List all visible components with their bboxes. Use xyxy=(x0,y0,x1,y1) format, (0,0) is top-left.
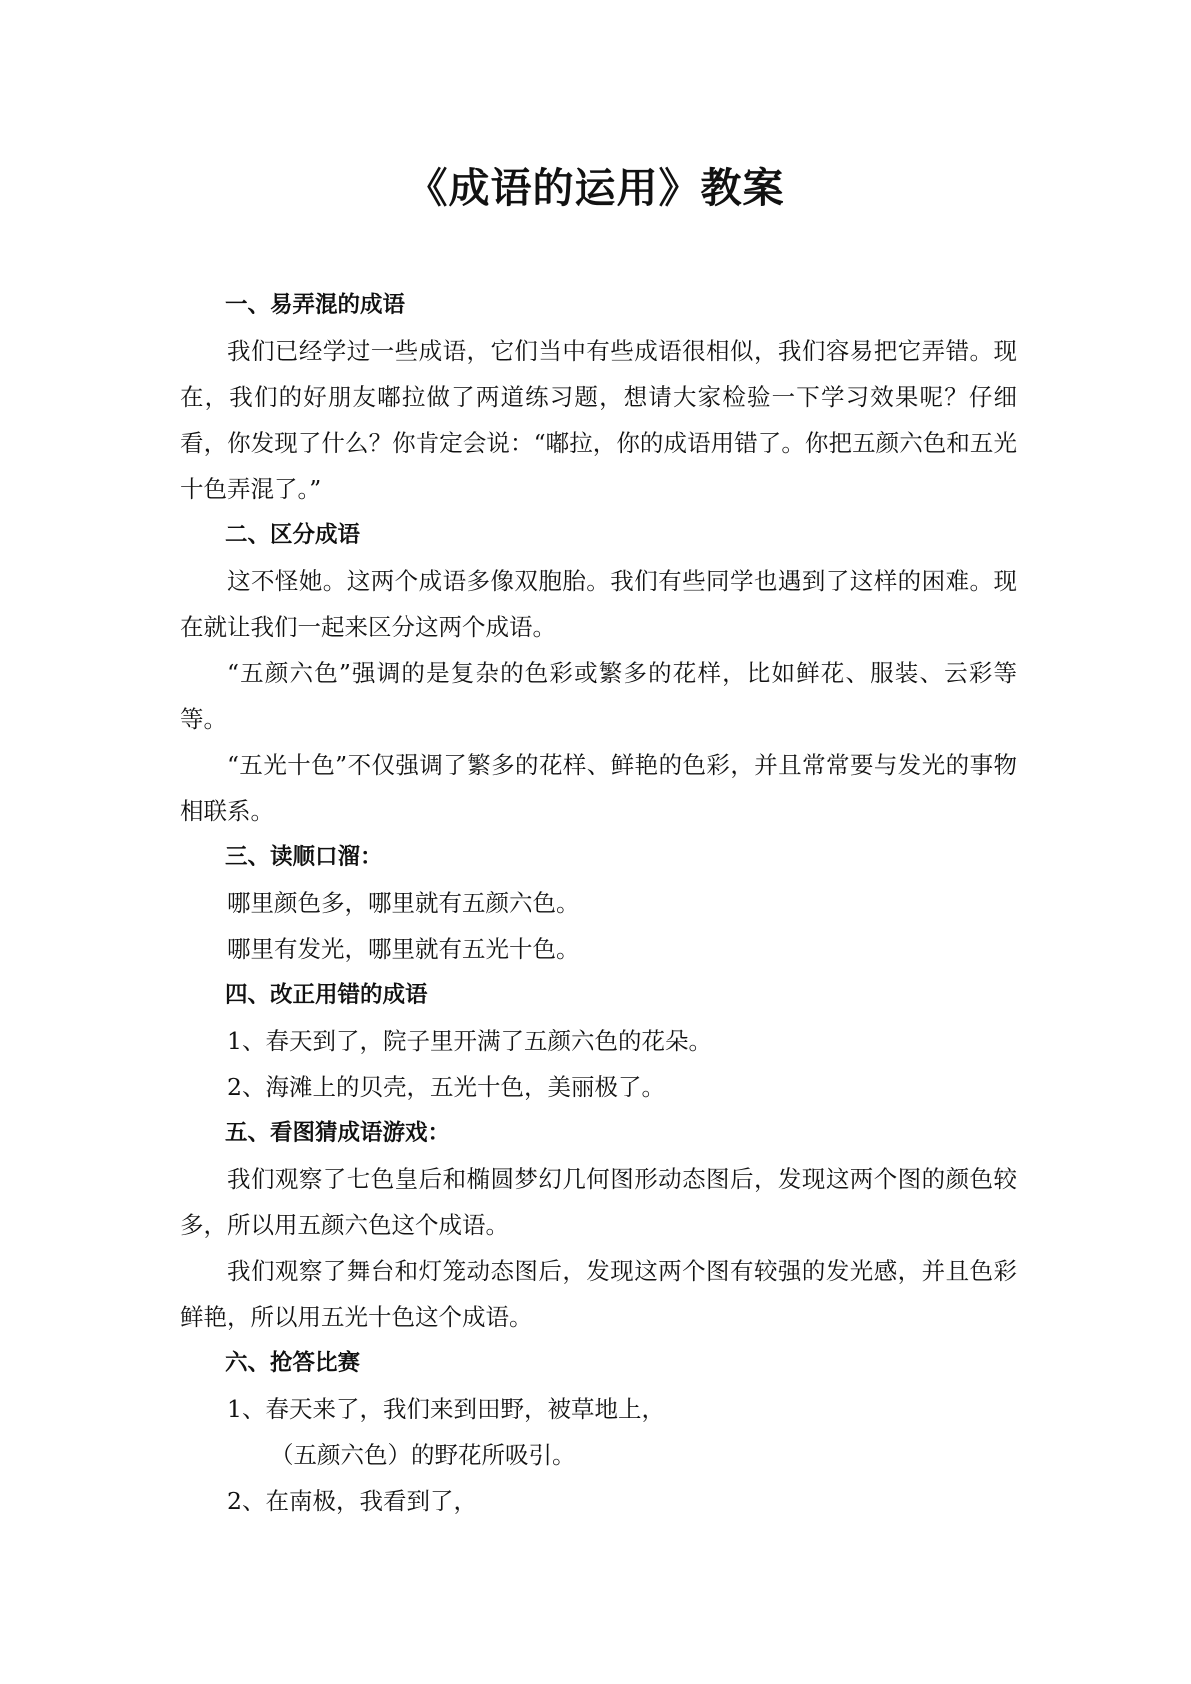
paragraph: 我们观察了七色皇后和椭圆梦幻几何图形动态图后，发现这两个图的颜色较多，所以用五颜六色这个成语。 xyxy=(180,1165,1017,1239)
section-heading-1: 一、易弄混的成语 xyxy=(225,292,406,318)
paragraph: 这不怪她。这两个成语多像双胞胎。我们有些同学也遇到了这样的困难。现在就让我们一起来区分这两个成语。 xyxy=(180,567,1017,641)
section-heading-5: 五、看图猜成语游戏： xyxy=(225,1120,451,1146)
document-body xyxy=(180,282,1017,1524)
section-heading-3: 三、读顺口溜： xyxy=(225,844,383,870)
section-heading-2: 二、区分成语 xyxy=(225,522,361,548)
section-heading-4: 四、改正用错的成语 xyxy=(225,982,428,1008)
paragraph: “五颜六色”强调的是复杂的色彩或繁多的花样，比如鲜花、服装、云彩等等。 xyxy=(180,659,1017,733)
answer-line: （五颜六色）的野花所吸引。 xyxy=(270,1441,576,1469)
paragraph: 我们已经学过一些成语，它们当中有些成语很相似，我们容易把它弄错。现在，我们的好朋友嘟拉做了两道练习题，想请大家检验一下学习效果呢？仔细看，你发现了什么？你肯定会说：“嘟拉，你的成语用错了。你把五颜六色和五光十色弄混了。” xyxy=(180,337,1017,503)
document-title: 《成语的运用》教案 xyxy=(406,164,785,212)
list-item: 1、春天到了，院子里开满了五颜六色的花朵。 xyxy=(227,1027,712,1055)
list-item: 1、春天来了，我们来到田野，被草地上， xyxy=(227,1395,665,1423)
paragraph: 哪里颜色多，哪里就有五颜六色。 xyxy=(227,889,580,917)
list-item: 2、在南极，我看到了， xyxy=(227,1487,477,1515)
list-item: 2、海滩上的贝壳，五光十色，美丽极了。 xyxy=(227,1073,665,1101)
section-heading-6: 六、抢答比赛 xyxy=(225,1350,361,1376)
paragraph: “五光十色”不仅强调了繁多的花样、鲜艳的色彩，并且常常要与发光的事物相联系。 xyxy=(180,751,1017,825)
paragraph: 我们观察了舞台和灯笼动态图后，发现这两个图有较强的发光感，并且色彩鲜艳，所以用五光十色这个成语。 xyxy=(180,1257,1017,1331)
paragraph: 哪里有发光，哪里就有五光十色。 xyxy=(227,935,580,963)
